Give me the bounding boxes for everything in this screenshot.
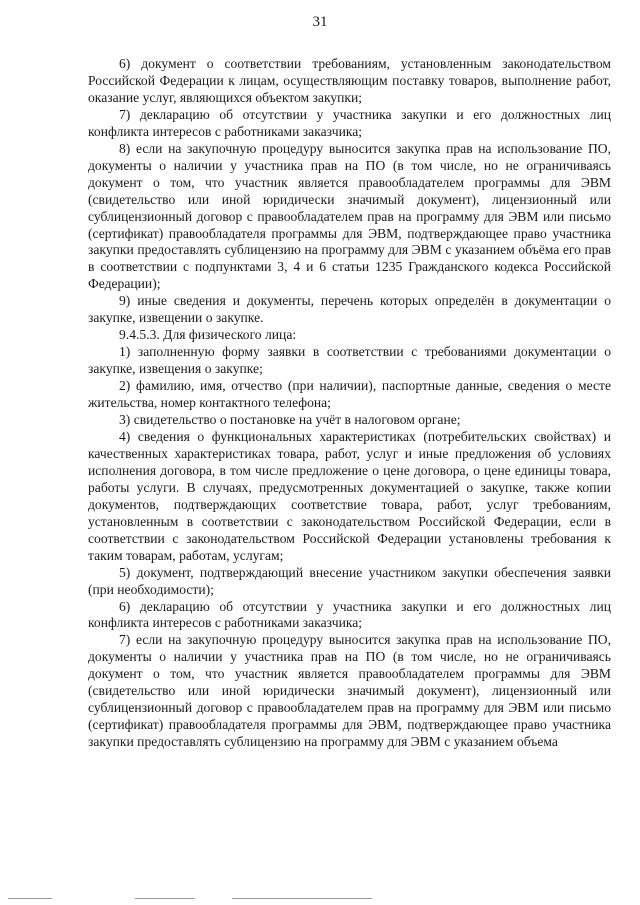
paragraph-item-6: 6) документ о соответствии требованиям, установленным законодательством Российской Федерации к лицам, осуществляющим поставку товаров, выполнение работ, оказание услуг, являющихся объектом закупки; [88,56,611,105]
section-heading-9-4-5-3: 9.4.5.3. Для физического лица: [119,327,297,343]
paragraph-item-4: 4) сведения о функциональных характеристиках (потребительских свойствах) и качественных характеристиках товара, работ, услуг и иные предложения об условиях исполнения договора, в том числе предложение о цене договора, о цене единицы товара, работы услуги. В случаях, предусмотренных документацией о закупке, также копии документов, подтверждающих соответствие товара, работ, услуг требованиям, установленным в соответствии с законодательством Российской Федерации, если в соответствии с законодательством Российской Федерации установлены требования к таким товарам, работам, услугам; [88,428,611,563]
paragraph-item-6b: 6) декларацию об отсутствии у участника закупки и его должностных лиц конфликта интересов с работниками заказчика; [88,598,611,631]
paragraph-item-8: 8) если на закупочную процедуру выносится закупка прав на использование ПО, документы о наличии у участника прав на ПО (в том числе, но не ограничиваясь документ о том, что участник является правообладателем программы для ЭВМ (свидетельство или иной юридически значимый документ), лицензионный или сублицензионный договор с правообладателем прав на программу для ЭВМ или письмо (сертификат) правообладателя программы для ЭВМ, подтверждающее право участника закупки предоставлять сублицензию на программу для ЭВМ с указанием объёма его прав в соответствии с подпунктами 3, 4 и 6 статьи 1235 Гражданского кодекса Российской Федерации); [88,140,611,292]
paragraph-item-3: 3) свидетельство о постановке на учёт в налоговом органе; [119,412,461,428]
scan-artifact-line [135,898,195,899]
page-number: 31 [312,14,328,30]
scan-artifact-line [8,898,52,899]
paragraph-item-7: 7) декларацию об отсутствии у участника закупки и его должностных лиц конфликта интересов с работниками заказчика; [88,106,611,139]
paragraph-item-1: 1) заполненную форму заявки в соответствии с требованиями документации о закупке, извещения о закупке; [88,344,611,377]
paragraph-item-9: 9) иные сведения и документы, перечень которых определён в документации о закупке, извещении о закупке. [88,293,611,326]
paragraph-item-2: 2) фамилию, имя, отчество (при наличии), паспортные данные, сведения о месте жительства, номер контактного телефона; [88,378,611,411]
scan-artifact-line [232,898,372,899]
paragraph-item-5: 5) документ, подтверждающий внесение участником закупки обеспечения заявки (при необходимости); [88,564,611,597]
paragraph-item-7b: 7) если на закупочную процедуру выносится закупка прав на использование ПО, документы о наличии у участника прав на ПО (в том числе, но не ограничиваясь документ о том, что участник является правообладателем программы для ЭВМ (свидетельство или иной юридически значимый документ), лицензионный или сублицензионный договор с правообладателем прав на программу для ЭВМ или письмо (сертификат) правообладателя программы для ЭВМ, подтверждающее право участника закупки предоставлять сублицензию на программу для ЭВМ с указанием объема [88,632,611,750]
document-body [88,56,611,751]
